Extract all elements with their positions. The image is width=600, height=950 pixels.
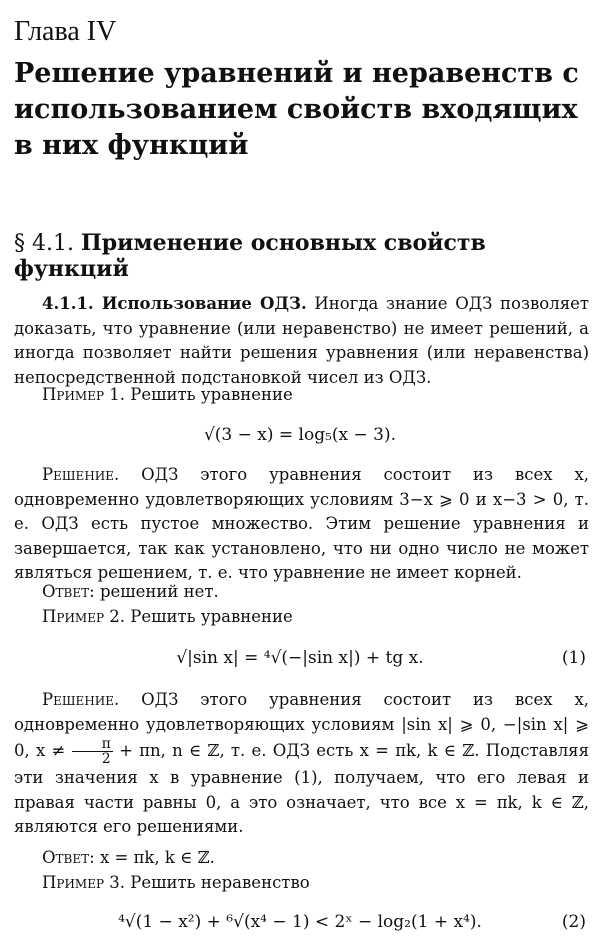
section-title <box>14 230 600 282</box>
example2-statement <box>14 605 589 630</box>
fraction-denominator: 2 <box>101 751 111 767</box>
example3-task: Решить неравенство <box>130 873 310 892</box>
section-number: § 4.1. <box>14 231 74 256</box>
example2-solution-text-b-pre: x ≠ <box>36 741 66 760</box>
section-name: Применение основных свойств функций <box>14 230 486 282</box>
example1-solution <box>14 463 589 586</box>
example3-statement <box>14 871 589 896</box>
chapter-title: Решение уравнений и неравенств с использованием свойств входящих в них функций <box>14 58 579 161</box>
example1-formula: √(3 − x) = log₅(x − 3). <box>203 425 397 445</box>
example2-eq-number: (1) <box>561 648 586 668</box>
example2-label: Пример 2. <box>42 607 126 626</box>
pi-over-two-fraction <box>72 737 113 766</box>
example3-eq-number: (2) <box>561 912 586 932</box>
example3-label: Пример 3. <box>42 873 126 892</box>
example2-solution <box>14 688 589 840</box>
example1-solution-text: ОДЗ этого уравнения состоит из всех x, одновременно удовлетворяющих условиям 3−x ⩾ 0 и x−3 > 0, т. е. ОДЗ есть пустое множество. Этим решение уравнения и завершается, так как установлено, что ни одно число не может являться решением, т. е. что уравнение не имеет корней. <box>14 465 589 582</box>
example1-label: Пример 1. <box>42 385 126 404</box>
example2-task: Решить уравнение <box>130 607 293 626</box>
example2-answer-label: Ответ: <box>42 848 95 867</box>
example2-solution-label: Решение. <box>42 690 120 709</box>
example1-answer <box>14 580 589 605</box>
example3-formula: ⁴√(1 − x²) + ⁶√(x⁴ − 1) < 2ˣ − log₂(1 + x⁴). <box>118 912 482 932</box>
subsection-heading: 4.1.1. Использование ОДЗ. <box>42 294 307 313</box>
subsection-paragraph <box>14 292 589 390</box>
example1-answer-text: решений нет. <box>99 582 219 601</box>
example1-statement <box>14 383 589 408</box>
subsection-intro: Иногда знание ОДЗ позволяет доказать, что уравнение (или неравенство) не имеет решений, а иногда позволяет найти решения уравнения (или неравенства) непосредственной подстановкой чисел из ОДЗ. <box>14 294 589 387</box>
example2-formula: √|sin x| = ⁴√(−|sin x|) + tg x. <box>176 648 424 668</box>
example1-solution-label: Решение. <box>42 465 120 484</box>
example1-task: Решить уравнение <box>130 385 293 404</box>
fraction-numerator: π <box>72 737 113 752</box>
example2-solution-text-b-post: + πn, n ∈ ℤ, т. е. ОДЗ есть x = πk, k ∈ ℤ. Подставляя эти значения x в уравнение (1), получаем, что его левая и правая части равны 0, а это означает, что все x = πk, k ∈ ℤ, являются его решениями. <box>14 741 590 836</box>
example1-answer-label: Ответ: <box>42 582 95 601</box>
chapter-label: Глава IV <box>14 16 117 47</box>
example2-answer-text: x = πk, k ∈ ℤ. <box>99 848 215 867</box>
example2-solution-text-a: ОДЗ этого уравнения состоит из всех x, одновременно удовлетворяющих условиям |sin x| ⩾ 0, −|sin x| ⩾ 0, <box>14 690 589 760</box>
example2-answer <box>14 846 589 871</box>
